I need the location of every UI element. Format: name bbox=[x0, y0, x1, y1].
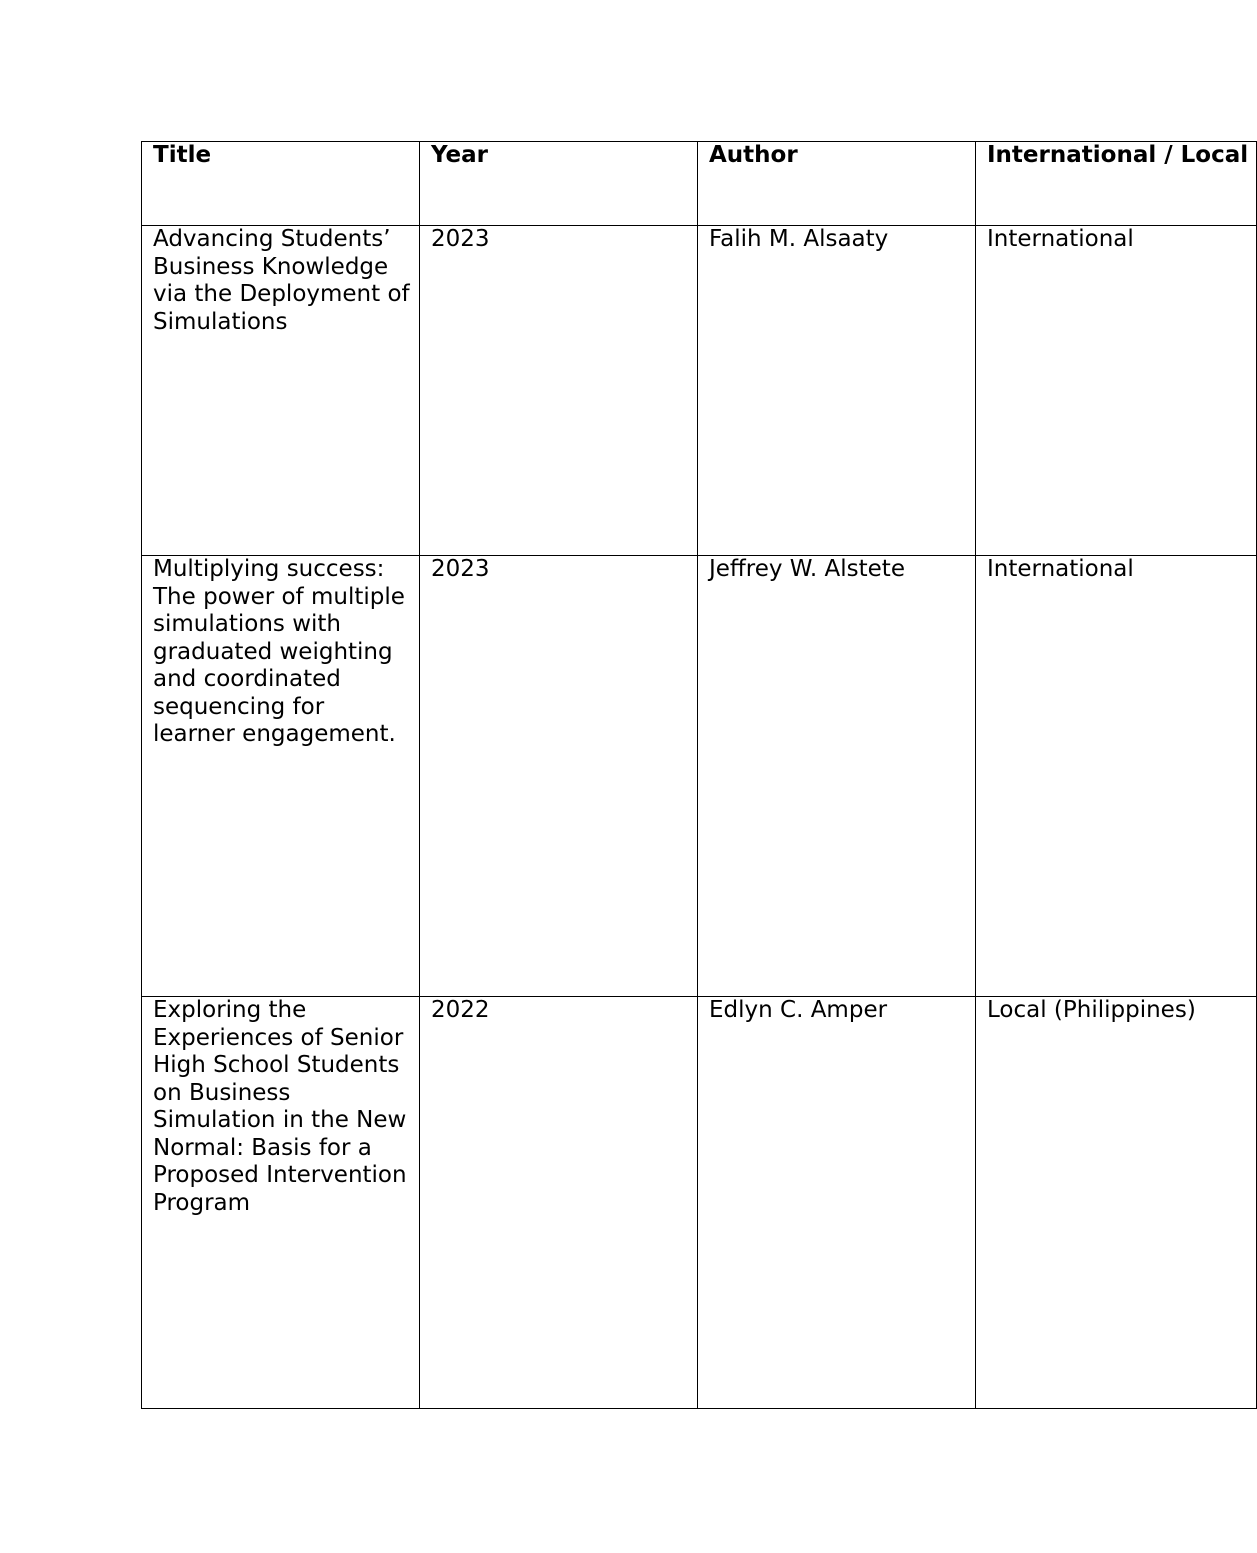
table-row bbox=[142, 226, 1257, 556]
cell-year: 2022 bbox=[420, 997, 698, 1409]
cell-author: Falih M. Alsaaty bbox=[698, 226, 976, 556]
cell-title: Advancing Students’ Business Knowledge via the Deployment of Simulations bbox=[142, 226, 420, 556]
table-row bbox=[142, 556, 1257, 997]
cell-author: Edlyn C. Amper bbox=[698, 997, 976, 1409]
cell-year: 2023 bbox=[420, 556, 698, 997]
cell-scope: Local (Philippines) bbox=[976, 997, 1257, 1409]
cell-author: Jeffrey W. Alstete bbox=[698, 556, 976, 997]
cell-scope: International bbox=[976, 226, 1257, 556]
literature-table bbox=[141, 141, 1257, 1409]
cell-year: 2023 bbox=[420, 226, 698, 556]
cell-scope: International bbox=[976, 556, 1257, 997]
cell-title: Exploring the Experiences of Senior High School Students on Business Simulation in the New Normal: Basis for a Proposed Intervention Program bbox=[142, 997, 420, 1409]
header-author: Author bbox=[698, 142, 976, 226]
header-title: Title bbox=[142, 142, 420, 226]
header-year: Year bbox=[420, 142, 698, 226]
cell-title: Multiplying success: The power of multiple simulations with graduated weighting and coordinated sequencing for learner engagement. bbox=[142, 556, 420, 997]
header-scope: International / Local bbox=[976, 142, 1257, 226]
table-header-row bbox=[142, 142, 1257, 226]
table-row bbox=[142, 997, 1257, 1409]
